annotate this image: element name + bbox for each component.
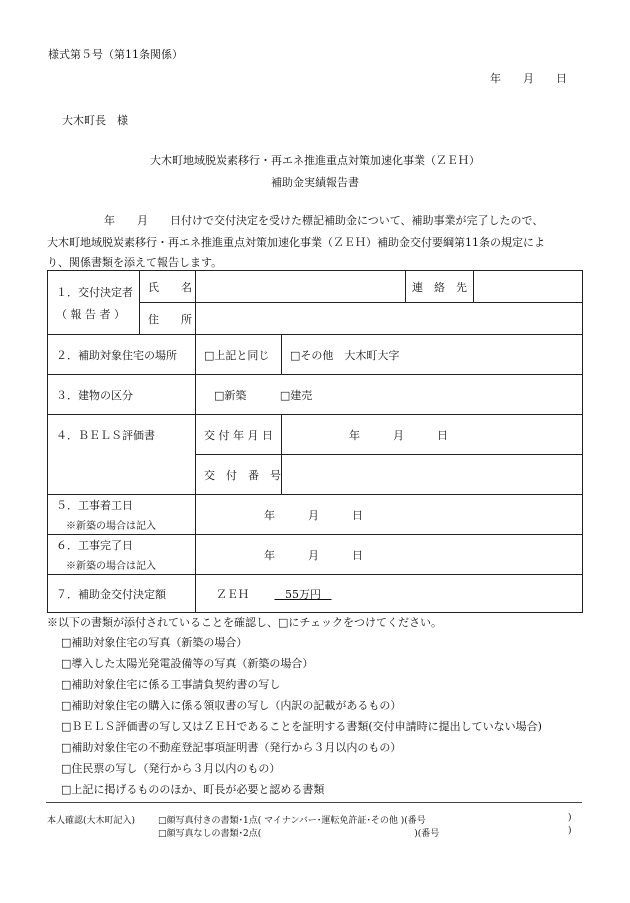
checklist-item[interactable]: □補助対象住宅の写真（新築の場合）: [61, 636, 248, 649]
title-line2: 補助金実績報告書: [271, 176, 359, 189]
construction-end-note: ※新築の場合は記入: [66, 561, 156, 572]
non-photo-id-close-paren: ): [568, 826, 572, 836]
building-type-label: ３．建物の区分: [48, 375, 196, 415]
non-photo-id-doc-row[interactable]: □顔写真なしの書類･2点( )(番号: [158, 829, 440, 839]
identity-check-label: 本人確認(大木町記入): [47, 816, 136, 826]
contact-field[interactable]: [474, 271, 583, 303]
construction-end-value[interactable]: 年 月 日: [196, 535, 583, 575]
checklist-intro: ※以下の書類が添付されていることを確認し、□にチェックをつけてください。: [47, 616, 443, 629]
recipient-label: [48, 271, 140, 335]
photo-id-close-paren: ): [568, 813, 572, 823]
recipient-label-line1: １．交付決定者: [56, 285, 133, 299]
form-number: 様式第５号（第11条関係）: [48, 48, 183, 61]
grant-amount-value: 55万円: [285, 587, 321, 601]
addressee: 大木町長 様: [62, 114, 128, 127]
construction-start-note: ※新築の場合は記入: [66, 521, 156, 532]
construction-end-label: [48, 535, 196, 575]
construction-start-value[interactable]: 年 月 日: [196, 495, 583, 535]
checklist-item[interactable]: □補助対象住宅の不動産登記事項証明書（発行から３月以内のもの）: [61, 741, 402, 754]
recipient-label-line2: （ 報 告 者 ）: [56, 307, 125, 321]
checklist-item[interactable]: □補助対象住宅の購入に係る領収書の写し（内訳の記載があるもの）: [61, 699, 402, 712]
intro-line1: 年 月 日付けで交付決定を受けた標記補助金について、補助事業が完了したので、: [104, 214, 544, 227]
checklist-item[interactable]: □補助対象住宅に係る工事請負契約書の写し: [61, 678, 281, 691]
construction-start-title: ５．工事着工日: [56, 499, 133, 512]
grant-amount-cell: [196, 575, 583, 613]
ready-built-option[interactable]: □建売: [279, 388, 313, 402]
intro-line3: り、関係書類を添えて報告します。: [47, 256, 223, 269]
contact-label: 連 絡 先: [406, 271, 474, 303]
grant-amount-label: ７．補助金交付決定額: [48, 575, 196, 613]
location-other-option[interactable]: □その他 大木町大字: [282, 335, 583, 375]
name-label: 氏 名: [140, 271, 196, 303]
checklist-item[interactable]: □導入した太陽光発電設備等の写真（新築の場合）: [61, 657, 314, 670]
address-field[interactable]: [196, 303, 583, 335]
photo-id-doc-row[interactable]: □顔写真付きの書類･1点( マイナンバー･運転免許証･その他 )(番号: [158, 816, 426, 826]
checklist-item[interactable]: □上記に掲げるもののほか、町長が必要と認める書類: [61, 783, 325, 796]
construction-end-title: ６．工事完了日: [56, 539, 133, 552]
location-label: ２．補助対象住宅の場所: [48, 335, 196, 375]
building-type-options: [196, 375, 583, 415]
issue-date-value[interactable]: 年 月 日: [282, 415, 583, 455]
location-same-option[interactable]: □上記と同じ: [196, 335, 282, 375]
new-build-option[interactable]: □新築: [214, 388, 247, 402]
report-form-table: [47, 270, 583, 613]
intro-line2: 大木町地域脱炭素移行・再エネ推進重点対策加速化事業（ＺＥＨ）補助金交付要綱第11条の規定によ: [47, 236, 545, 249]
date-line: 年 月 日: [490, 72, 567, 85]
checklist-item[interactable]: □ＢＥＬＳ評価書の写し又はＺＥＨであることを証明する書類(交付申請時に提出していない場合): [61, 720, 542, 733]
construction-start-label: [48, 495, 196, 535]
checklist-item[interactable]: □住民票の写し（発行から３月以内のもの）: [61, 762, 281, 775]
issue-number-field[interactable]: [282, 455, 583, 495]
title-line1: 大木町地域脱炭素移行・再エネ推進重点対策加速化事業（ＺＥＨ）: [150, 154, 480, 167]
name-field[interactable]: [196, 271, 406, 303]
footer-divider: [46, 802, 582, 803]
bels-label: ４．ＢＥＬＳ評価書: [48, 415, 196, 495]
address-label: 住 所: [140, 303, 196, 335]
issue-number-label: 交 付 番 号: [196, 455, 282, 495]
issue-date-label: 交 付 年 月 日: [196, 415, 282, 455]
zeh-label: ＺＥＨ: [216, 587, 249, 601]
